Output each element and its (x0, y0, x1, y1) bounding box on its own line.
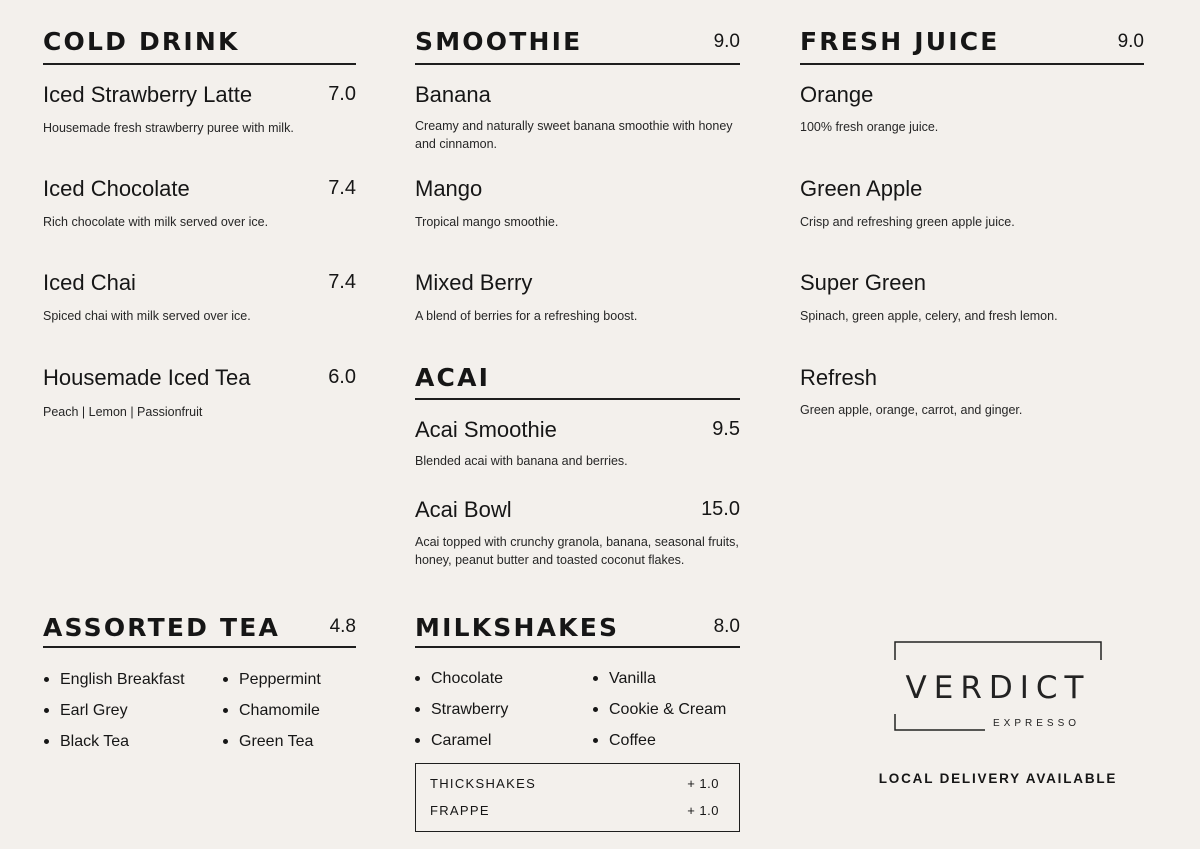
brand-subtitle: EXPRESSO (993, 718, 1081, 729)
milkshakes-title: MILKSHAKES (415, 613, 620, 642)
brand-logo (893, 640, 1103, 732)
item-name: Iced Strawberry Latte (43, 82, 253, 107)
assorted-tea-divider (43, 646, 356, 648)
item-name: Refresh (800, 365, 878, 390)
milkshake-list-left (414, 663, 508, 756)
acai-divider (415, 398, 740, 400)
list-item: Black Tea (43, 726, 185, 757)
list-item: Green Tea (222, 726, 321, 757)
item-description: Spinach, green apple, celery, and fresh lemon. (800, 309, 1058, 323)
acai-title: ACAI (415, 363, 491, 392)
fresh-juice-divider (800, 63, 1144, 65)
item-description: Peach | Lemon | Passionfruit (43, 405, 203, 419)
delivery-note: LOCAL DELIVERY AVAILABLE (878, 771, 1118, 786)
tea-list-right (222, 664, 321, 757)
item-name: Acai Bowl (415, 497, 512, 522)
section-price: 8.0 (713, 616, 740, 637)
list-item: Strawberry (414, 694, 508, 725)
item-name: Iced Chai (43, 270, 136, 295)
item-description: Tropical mango smoothie. (415, 215, 559, 229)
extra-price: + 1.0 (687, 803, 719, 818)
item-name: Housemade Iced Tea (43, 365, 251, 390)
fresh-juice-title: FRESH JUICE (800, 27, 1000, 56)
milkshakes-divider (415, 646, 740, 648)
list-item: Earl Grey (43, 695, 185, 726)
list-item: Coffee (592, 725, 726, 756)
list-item: Chocolate (414, 663, 508, 694)
item-description: 100% fresh orange juice. (800, 120, 939, 134)
item-price: 7.0 (328, 83, 356, 105)
list-item: Caramel (414, 725, 508, 756)
item-name: Iced Chocolate (43, 176, 190, 201)
extra-row (430, 803, 719, 823)
cold-drink-divider (43, 63, 356, 65)
item-price: 6.0 (328, 366, 356, 388)
item-name: Super Green (800, 270, 926, 295)
section-price: 9.0 (1117, 31, 1144, 52)
item-description: Green apple, orange, carrot, and ginger. (800, 403, 1023, 417)
smoothie-title: SMOOTHIE (415, 27, 583, 56)
list-item: Peppermint (222, 664, 321, 695)
tea-list-left (43, 664, 185, 757)
item-name: Acai Smoothie (415, 417, 557, 442)
assorted-tea-title: ASSORTED TEA (43, 613, 281, 642)
item-price: 7.4 (328, 271, 356, 293)
item-name: Mixed Berry (415, 270, 533, 295)
item-name: Orange (800, 82, 874, 107)
item-description: Acai topped with crunchy granola, banana, seasonal fruits, honey, peanut butter and toasted coconut flakes. (415, 535, 739, 567)
item-description: Creamy and naturally sweet banana smoothie with honey and cinnamon. (415, 119, 733, 151)
item-description: Spiced chai with milk served over ice. (43, 309, 251, 323)
section-price: 4.8 (329, 616, 356, 637)
item-description: Blended acai with banana and berries. (415, 454, 628, 468)
item-price: 15.0 (701, 498, 740, 520)
smoothie-divider (415, 63, 740, 65)
cold-drink-title: COLD DRINK (43, 27, 240, 56)
list-item: Cookie & Cream (592, 694, 726, 725)
item-name: Green Apple (800, 176, 923, 201)
item-price: 7.4 (328, 177, 356, 199)
item-description: A blend of berries for a refreshing boost. (415, 309, 638, 323)
extras-box (415, 763, 740, 832)
item-description: Rich chocolate with milk served over ice. (43, 215, 269, 229)
list-item: Vanilla (592, 663, 726, 694)
milkshake-list-right (592, 663, 726, 756)
brand-name: VERDICT (905, 670, 1091, 706)
extra-label: FRAPPE (430, 803, 490, 818)
item-description: Crisp and refreshing green apple juice. (800, 215, 1015, 229)
extra-row (430, 776, 719, 796)
extra-label: THICKSHAKES (430, 776, 537, 791)
item-description: Housemade fresh strawberry puree with milk. (43, 121, 294, 135)
extra-price: + 1.0 (687, 776, 719, 791)
list-item: English Breakfast (43, 664, 185, 695)
item-name: Banana (415, 82, 491, 107)
item-name: Mango (415, 176, 483, 201)
list-item: Chamomile (222, 695, 321, 726)
item-price: 9.5 (712, 418, 740, 440)
section-price: 9.0 (713, 31, 740, 52)
